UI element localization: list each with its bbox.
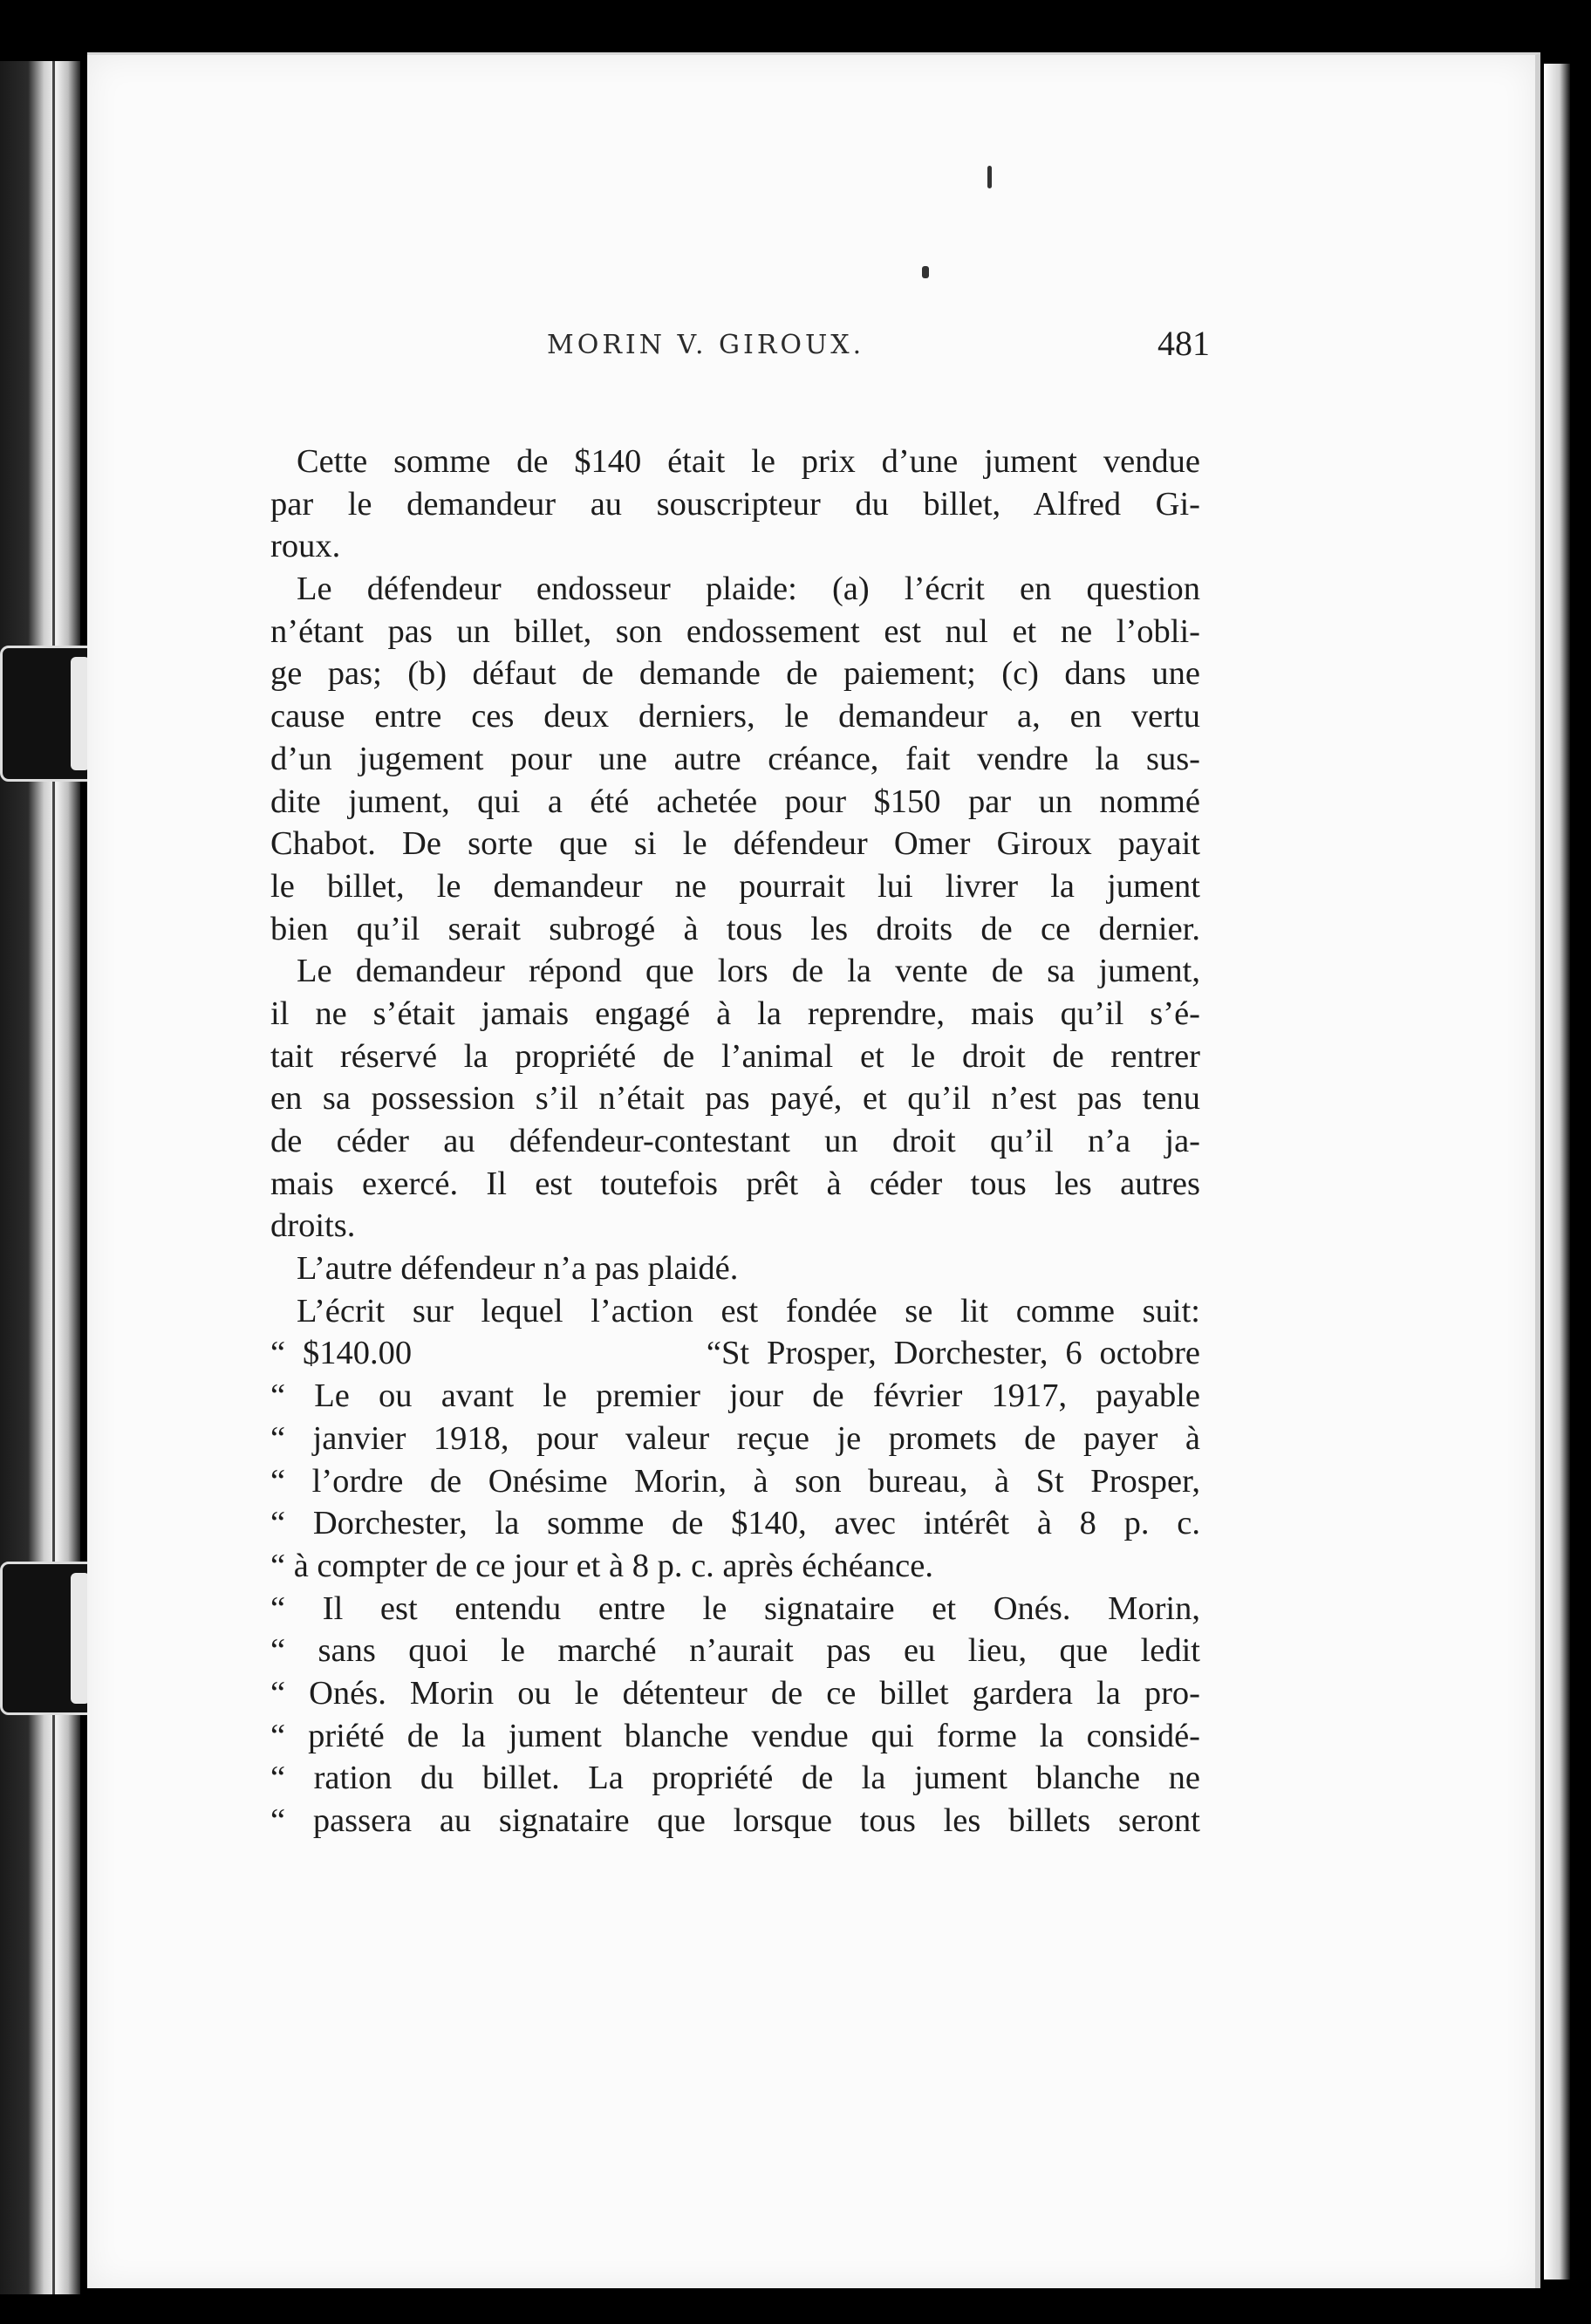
- body-text: [270, 441, 1200, 1842]
- text-line: en sa possession s’il n’était pas payé, et qu’il n’est pas tenu: [270, 1080, 1200, 1118]
- quoted-line: “ sans quoi le marché n’aurait pas eu lieu, que ledit: [270, 1632, 1200, 1670]
- text-line: de céder au défendeur-contestant un droit qu’il n’a ja-: [270, 1123, 1200, 1159]
- text-line: Cette somme de $140 était le prix d’une jument vendue: [297, 443, 1200, 480]
- text-line: il ne s’était jamais engagé à la reprendre, mais qu’il s’é-: [270, 995, 1200, 1032]
- book-spine-edge: [0, 61, 80, 2294]
- quoted-line: “ l’ordre de Onésime Morin, à son bureau, à St Prosper,: [270, 1462, 1200, 1500]
- spine-edge-line: [52, 61, 55, 2294]
- quoted-line: “ Le ou avant le premier jour de février 1917, payable: [270, 1377, 1200, 1415]
- text-line: L’écrit sur lequel l’action est fondée se lit comme suit:: [297, 1292, 1200, 1329]
- text-line: roux.: [270, 528, 341, 565]
- running-title: MORIN V. GIROUX.: [547, 330, 865, 360]
- quoted-line: “ à compter de ce jour et à 8 p. c. après échéance.: [270, 1547, 933, 1584]
- ink-speck: [987, 166, 992, 188]
- text-line: le billet, le demandeur ne pourrait lui livrer la jument: [270, 867, 1200, 905]
- text-line: d’un jugement pour une autre créance, fait vendre la sus-: [270, 740, 1200, 777]
- quoted-line: “ Il est entendu entre le signataire et Onés. Morin,: [270, 1589, 1200, 1627]
- running-head: [547, 323, 1210, 375]
- text-line: bien qu’il serait subrogé à tous les droits de ce dernier.: [270, 910, 1200, 947]
- quoted-line: “ Onés. Morin ou le détenteur de ce billet gardera la pro-: [270, 1674, 1200, 1712]
- page-number: 481: [1157, 324, 1210, 363]
- text-line: mais exercé. Il est toutefois prêt à céder tous les autres: [270, 1165, 1200, 1202]
- text-line: n’étant pas un billet, son endossement est nul et ne l’obli-: [270, 612, 1200, 650]
- text-line: Le défendeur endosseur plaide: (a) l’écrit en question: [297, 571, 1200, 608]
- text-line: droits.: [270, 1207, 356, 1245]
- text-line: cause entre ces deux derniers, le demandeur a, en vertu: [270, 698, 1200, 735]
- text-line: tait réservé la propriété de l’animal et le droit de rentrer: [270, 1037, 1200, 1075]
- text-line: par le demandeur au souscripteur du billet, Alfred Gi-: [270, 485, 1200, 523]
- quoted-line: “ ration du billet. La propriété de la jument blanche ne: [270, 1760, 1200, 1797]
- text-line: Chabot. De sorte que si le défendeur Omer Giroux payait: [270, 825, 1200, 863]
- quoted-line: “ janvier 1918, pour valeur reçue je promets de payer à: [270, 1419, 1200, 1457]
- quoted-line: “ passera au signataire que lorsque tous les billets seront: [270, 1802, 1200, 1839]
- text-line: dite jument, qui a été achetée pour $150 par un nommé: [270, 783, 1200, 820]
- text-line: ge pas; (b) défaut de demande de paiement; (c) dans une: [270, 655, 1200, 693]
- quoted-line: “ priété de la jument blanche vendue qui forme la considé-: [270, 1717, 1200, 1754]
- quoted-line: “ Dorchester, la somme de $140, avec intérêt à 8 p. c.: [270, 1505, 1200, 1542]
- page-right-edge: [1544, 64, 1570, 2280]
- text-line: L’autre défendeur n’a pas plaidé.: [297, 1250, 739, 1288]
- text-line: Le demandeur répond que lors de la vente de sa jument,: [297, 953, 1200, 990]
- quoted-line: “ $140.00 “St Prosper, Dorchester, 6 octobre: [270, 1335, 1200, 1372]
- ink-speck: [922, 266, 929, 278]
